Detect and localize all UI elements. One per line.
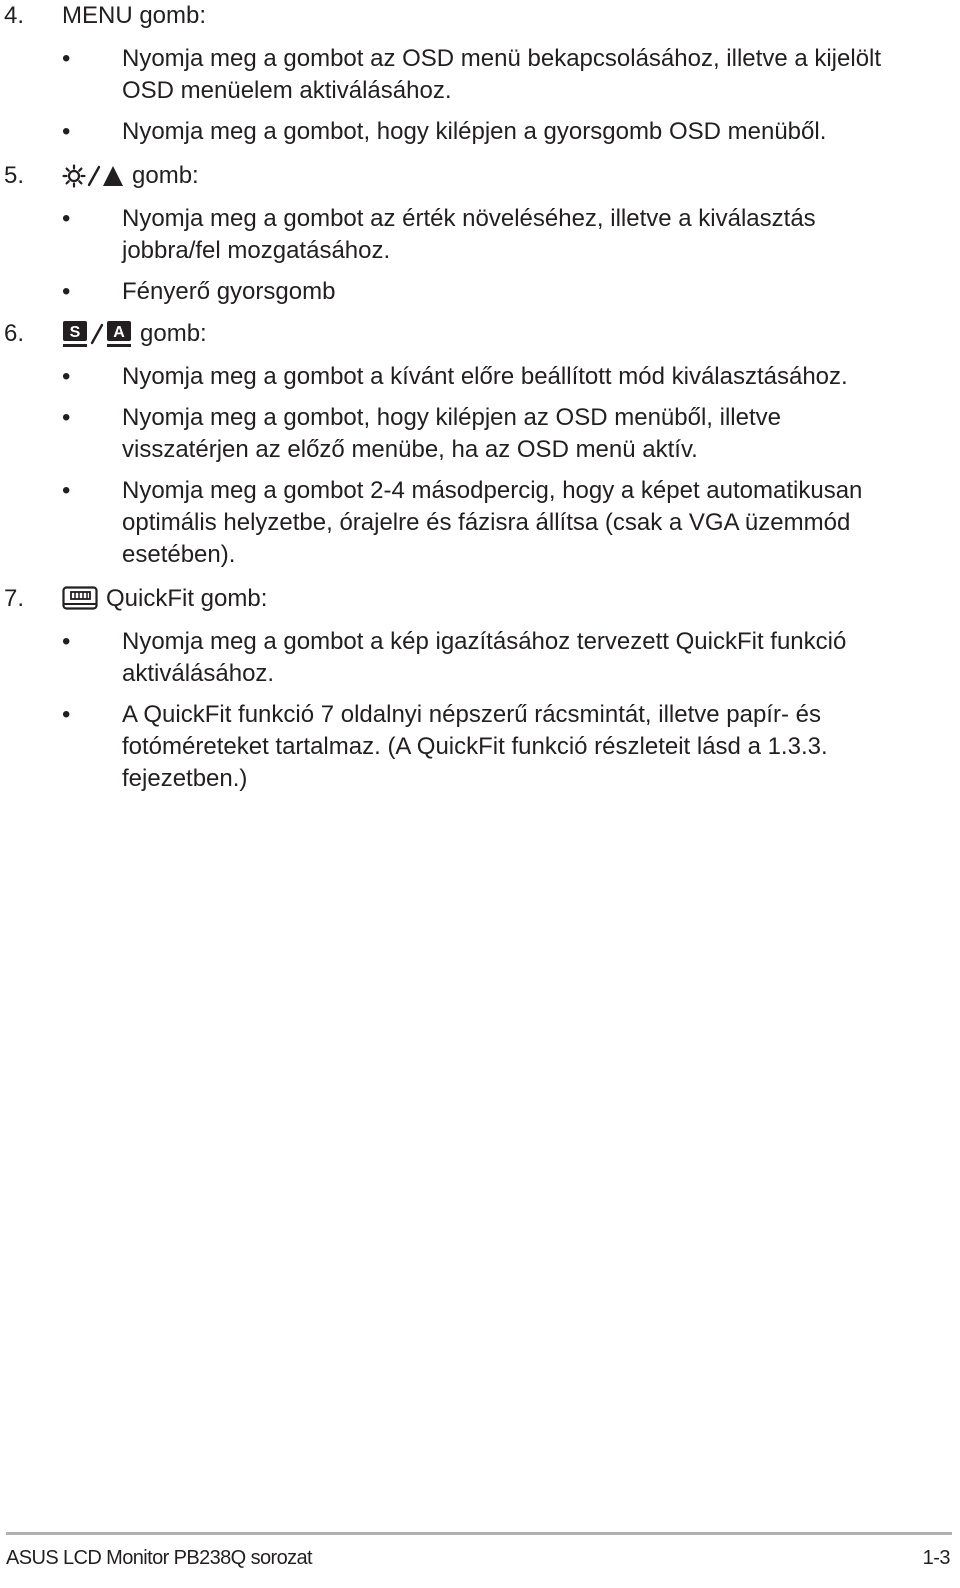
list-item [0, 402, 960, 466]
bullet-text: Fényerő gyorsgomb [122, 278, 336, 305]
bullet-list [0, 626, 960, 795]
bullet-list [0, 43, 960, 148]
section-number: 7. [4, 585, 25, 612]
bullet-text: A QuickFit funkció 7 oldalnyi népszerű rácsmintát, illetve papír- és fotóméreteket tartalmaz. (A QuickFit funkció részleteit lásd a 1.3.3. fejezetben.) [122, 701, 828, 792]
slash-separator-icon [88, 322, 106, 346]
bullet-text: Nyomja meg a gombot az OSD menü bekapcsolásához, illetve a kijelölt OSD menüelem aktiválásához. [122, 45, 882, 104]
slash-separator-icon [86, 164, 102, 188]
section-title [62, 160, 199, 192]
bullet-icon: • [62, 278, 71, 305]
section-title-text: gomb: [140, 320, 207, 347]
section-title [62, 0, 206, 32]
bullet-icon: • [62, 45, 71, 72]
section-title [62, 318, 207, 350]
bullet-text: Nyomja meg a gombot 2-4 másodpercig, hogy a képet automatikusan optimális helyzetbe, órajelre és fázisra állítsa (csak a VGA üzemmód esetében). [122, 477, 863, 568]
bullet-text: Nyomja meg a gombot, hogy kilépjen a gyorsgomb OSD menüből. [122, 118, 827, 145]
bullet-text: Nyomja meg a gombot a kép igazításához tervezett QuickFit funkció aktiválásához. [122, 628, 847, 687]
footer-divider [6, 1532, 952, 1535]
list-item [0, 361, 960, 393]
section-title-text: gomb: [132, 162, 199, 189]
section-quickfit-button [0, 583, 960, 795]
bullet-icon: • [62, 363, 71, 390]
splendid-s-icon [62, 320, 88, 348]
list-item [0, 203, 960, 267]
auto-a-icon [106, 320, 132, 348]
svg-text:A: A [113, 324, 125, 341]
footer-page-number: 1-3 [922, 1547, 950, 1569]
list-item [0, 116, 960, 148]
bullet-text: Nyomja meg a gombot, hogy kilépjen az OSD menüből, illetve visszatérjen az előző menübe, ha az OSD menü aktív. [122, 404, 781, 463]
section-title-text: QuickFit gomb: [106, 585, 268, 612]
bullet-icon: • [62, 205, 71, 232]
footer-product-name: ASUS LCD Monitor PB238Q sorozat [6, 1547, 312, 1569]
quickfit-icon [62, 586, 98, 612]
bullet-list [0, 361, 960, 571]
up-arrow-icon [102, 164, 124, 188]
section-menu-button [0, 0, 960, 148]
section-number: 6. [4, 320, 25, 347]
section-number: 4. [4, 2, 25, 29]
bullet-icon: • [62, 628, 71, 655]
list-item [0, 43, 960, 107]
section-brightness-button [0, 160, 960, 308]
brightness-icon [62, 164, 86, 188]
section-splendid-button [0, 318, 960, 571]
bullet-icon: • [62, 477, 71, 504]
bullet-list [0, 203, 960, 308]
section-number: 5. [4, 162, 25, 189]
list-item [0, 475, 960, 571]
list-item [0, 276, 960, 308]
bullet-text: Nyomja meg a gombot a kívánt előre beállított mód kiválasztásához. [122, 363, 848, 390]
bullet-text: Nyomja meg a gombot az érték növeléséhez, illetve a kiválasztás jobbra/fel mozgatásához. [122, 205, 816, 264]
section-title [62, 583, 267, 615]
bullet-icon: • [62, 701, 71, 728]
list-item [0, 626, 960, 690]
bullet-icon: • [62, 118, 71, 145]
list-item [0, 699, 960, 795]
svg-text:S: S [69, 324, 81, 341]
section-title-text: MENU gomb: [62, 2, 207, 29]
bullet-icon: • [62, 404, 71, 431]
